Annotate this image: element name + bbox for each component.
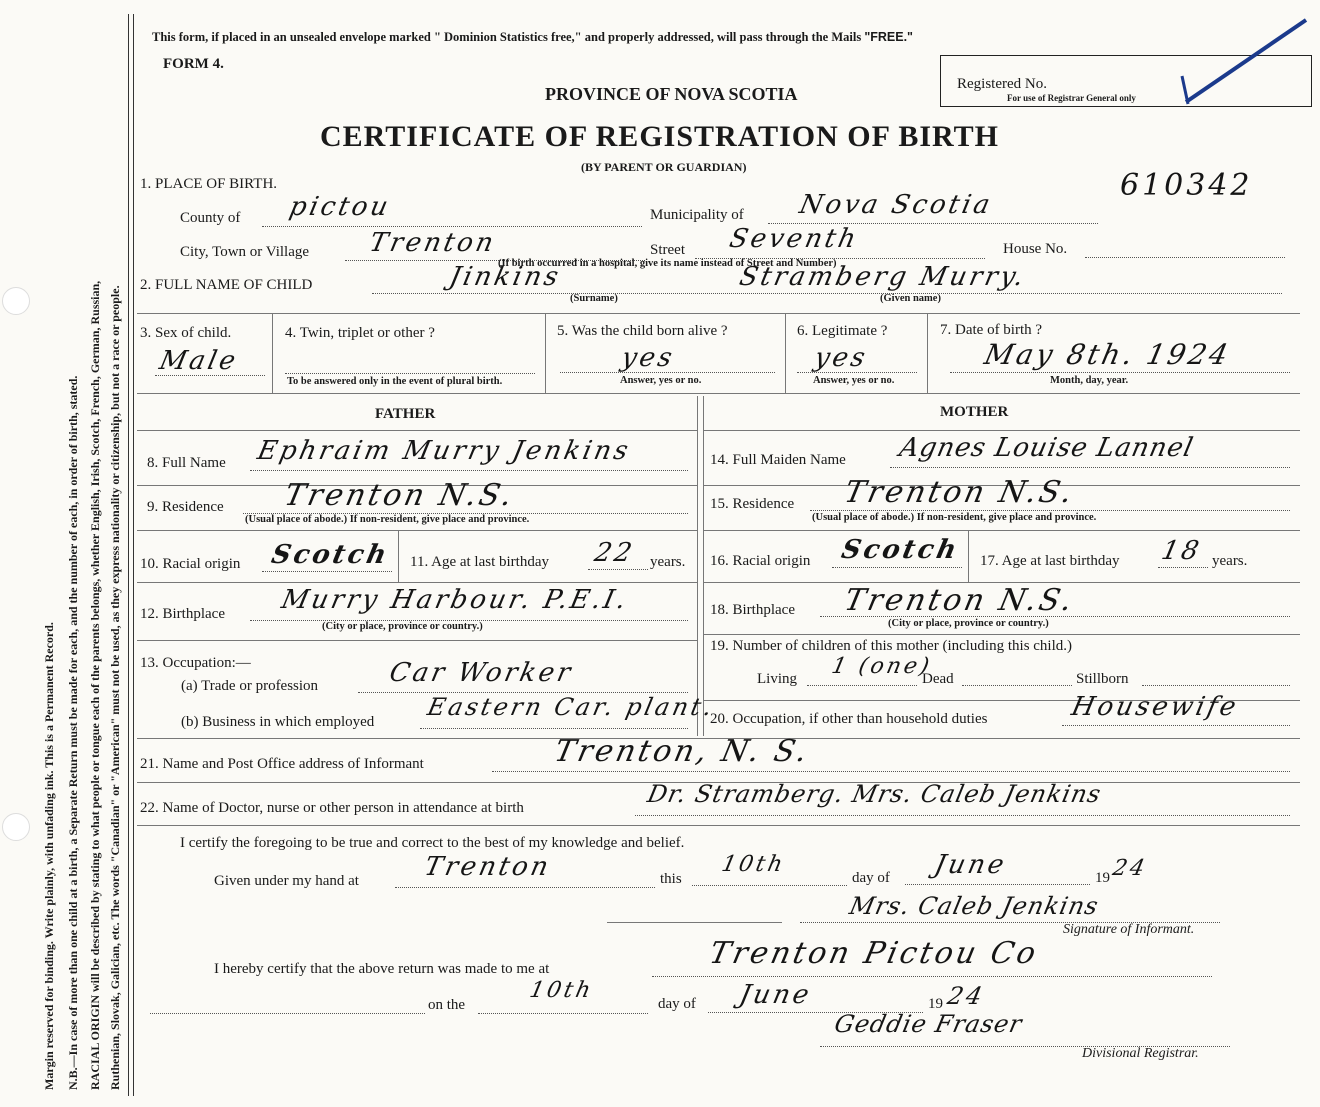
father-birthplace-label: 12. Birthplace <box>140 606 225 622</box>
father-heading: FATHER <box>375 406 436 422</box>
punch-hole-bottom <box>2 813 30 841</box>
registrar-year-prefix: 19 <box>928 996 943 1012</box>
dob-label: 7. Date of birth ? <box>940 322 1043 338</box>
check-mark-icon <box>1180 16 1310 106</box>
mother-race: Scotch <box>838 535 962 565</box>
mail-notice-text: This form, if placed in an unsealed envelope marked " Dominion Statistics free," and properly addressed, will pass through the Mails <box>152 30 862 44</box>
living-value: 1 (one) <box>829 654 935 679</box>
dob-value: May 8th. 1924 <box>981 338 1234 371</box>
given-label: Given under my hand at <box>214 873 359 889</box>
mother-birthplace-label: 18. Birthplace <box>710 602 795 618</box>
margin-note-4: Ruthenian, Slovak, Galician, etc. The words "Canadian" or "American" must not be used, as they express nationality or citizenship, but not a race or people. <box>108 285 122 1090</box>
sex-value: Male <box>156 346 242 376</box>
child-name-label: 2. FULL NAME OF CHILD <box>140 277 313 293</box>
legitimate-label: 6. Legitimate ? <box>797 323 888 339</box>
form-number: FORM 4. <box>163 56 224 72</box>
legitimate-value: yes <box>811 343 871 373</box>
father-name-label: 8. Full Name <box>147 455 226 471</box>
registered-note: For use of Registrar General only <box>1007 93 1136 103</box>
registrar-on-label: on the <box>428 997 466 1013</box>
registrar-day: 10th <box>527 978 596 1003</box>
father-residence-label: 9. Residence <box>147 499 224 515</box>
father-race: Scotch <box>268 540 392 570</box>
given-caption: (Given name) <box>880 293 941 304</box>
margin-rule <box>128 14 129 1096</box>
business-value: Eastern Car. plant. <box>425 693 718 721</box>
certify-year: 24 <box>1110 856 1150 881</box>
twin-label: 4. Twin, triplet or other ? <box>285 325 435 341</box>
registrar-month: June <box>736 980 815 1010</box>
street-value: Seventh <box>726 224 862 254</box>
father-age: 22 <box>591 538 638 568</box>
registrar-place: Trenton Pictou Co <box>706 936 1042 971</box>
mother-heading: MOTHER <box>940 404 1009 420</box>
mother-years: years. <box>1212 553 1248 569</box>
mother-name-label: 14. Full Maiden Name <box>710 452 846 468</box>
county-value: pictou <box>286 192 394 222</box>
trade-label: (a) Trade or profession <box>181 678 319 694</box>
informant-label: 21. Name and Post Office address of Informant <box>140 756 424 772</box>
hospital-note: (If birth occurred in a hospital, give its name instead of Street and Number) <box>498 258 837 269</box>
certify-this-label: this <box>660 871 682 887</box>
registrar-day-of-label: day of <box>658 996 696 1012</box>
children-label: 19. Number of children of this mother (including this child.) <box>710 638 1073 654</box>
informant-signature-caption: Signature of Informant. <box>1063 922 1195 937</box>
alive-caption: Answer, yes or no. <box>620 375 702 386</box>
informant-signature: Mrs. Caleb Jenkins <box>847 892 1102 920</box>
certify-year-prefix: 19 <box>1095 870 1110 886</box>
father-name: Ephraim Murry Jenkins <box>254 436 634 466</box>
city-label: City, Town or Village <box>180 244 310 260</box>
certify-statement: I certify the foregoing to be true and correct to the best of my knowledge and belief. <box>180 835 685 851</box>
county-label: County of <box>180 210 241 226</box>
dead-label: Dead <box>922 671 954 687</box>
living-label: Living <box>757 671 797 687</box>
mother-birthplace: Trenton N.S. <box>841 583 1079 618</box>
mother-residence-note: (Usual place of abode.) If non-resident, give place and province. <box>812 512 1097 523</box>
father-age-label: 11. Age at last birthday <box>410 554 549 570</box>
certificate-subtitle: (BY PARENT OR GUARDIAN) <box>581 160 747 174</box>
certify-place: Trenton <box>421 852 554 882</box>
margin-note-3: RACIAL ORIGIN will be described by stating to what people or tongue each of the parents belongs, whether English, Irish, Scotch, French, German, Russian, <box>88 280 102 1090</box>
father-residence: Trenton N.S. <box>281 478 519 513</box>
registered-label: Registered No. <box>957 76 1047 92</box>
twin-note: To be answered only in the event of plural birth. <box>287 376 503 387</box>
registrar-signature: Geddie Fraser <box>832 1010 1026 1038</box>
punch-hole-top <box>2 287 30 315</box>
child-surname: Jinkins <box>446 262 564 292</box>
informant-value: Trenton, N. S. <box>551 734 814 769</box>
municipality-value: Nova Scotia <box>796 190 996 220</box>
doctor-value: Dr. Stramberg. Mrs. Caleb Jenkins <box>645 780 1105 808</box>
registered-number: 610342 <box>1120 168 1253 203</box>
father-years: years. <box>650 554 686 570</box>
house-label: House No. <box>1003 241 1068 257</box>
mother-residence-label: 15. Residence <box>710 496 795 512</box>
father-residence-note: (Usual place of abode.) If non-resident, give place and province. <box>245 514 530 525</box>
child-given-name: Stramberg Murry. <box>736 262 1030 292</box>
registrar-caption: Divisional Registrar. <box>1082 1046 1199 1061</box>
surname-caption: (Surname) <box>570 293 618 304</box>
father-race-label: 10. Racial origin <box>140 556 241 572</box>
margin-rule-inner <box>133 14 134 1096</box>
province-heading: PROVINCE OF NOVA SCOTIA <box>545 84 798 104</box>
mother-occupation: Housewife <box>1068 692 1242 722</box>
occupation-label: 13. Occupation:— <box>140 655 251 671</box>
mother-occupation-label: 20. Occupation, if other than household duties <box>710 711 988 727</box>
margin-note-1: Margin reserved for binding. Write plainly, with unfading ink. This is a Permanent Record. <box>42 622 56 1090</box>
doctor-label: 22. Name of Doctor, nurse or other person in attendance at birth <box>140 800 524 816</box>
mail-notice <box>152 30 913 45</box>
father-birthplace: Murry Harbour. P.E.I. <box>278 585 632 615</box>
registrar-year: 24 <box>945 982 988 1010</box>
mother-birthplace-note: (City or place, province or country.) <box>888 618 1049 629</box>
certify-month: June <box>931 850 1010 880</box>
certificate-title: CERTIFICATE OF REGISTRATION OF BIRTH <box>320 120 999 153</box>
certify-day-of-label: day of <box>852 870 890 886</box>
municipality-label: Municipality of <box>650 207 744 223</box>
certify-day: 10th <box>719 852 788 877</box>
mother-age: 18 <box>1158 536 1205 566</box>
legitimate-caption: Answer, yes or no. <box>813 375 895 386</box>
mother-race-label: 16. Racial origin <box>710 553 811 569</box>
registrar-statement: I hereby certify that the above return was made to me at <box>214 961 550 977</box>
city-value: Trenton <box>366 228 499 258</box>
father-birthplace-note: (City or place, province or country.) <box>322 621 483 632</box>
mother-age-label: 17. Age at last birthday <box>980 553 1120 569</box>
trade-value: Car Worker <box>386 658 576 688</box>
margin-note-2: N.B.—In case of more than one child at a birth, a Separate Return must be made for each, and the number of each, in order of birth, stated. <box>66 375 80 1090</box>
street-label: Street <box>650 242 685 258</box>
mother-name: Agnes Louise Lannel <box>896 433 1197 463</box>
mail-notice-free: "FREE." <box>864 30 913 44</box>
business-label: (b) Business in which employed <box>181 714 375 730</box>
dob-caption: Month, day, year. <box>1050 375 1129 386</box>
stillborn-label: Stillborn <box>1076 671 1129 687</box>
sex-label: 3. Sex of child. <box>140 325 232 341</box>
place-of-birth-heading: 1. PLACE OF BIRTH. <box>140 176 278 192</box>
mother-residence: Trenton N.S. <box>841 475 1079 510</box>
alive-value: yes <box>618 343 678 373</box>
alive-label: 5. Was the child born alive ? <box>557 323 728 339</box>
